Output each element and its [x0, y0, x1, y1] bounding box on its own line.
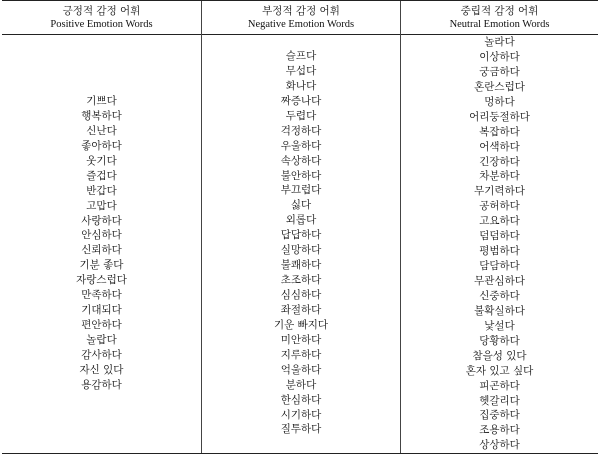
- word-item: 신중하다: [479, 289, 520, 302]
- word-item: 편안하다: [81, 319, 122, 332]
- word-item: 긴장하다: [479, 155, 520, 168]
- word-item: 좋아하다: [81, 139, 122, 152]
- word-item: 공허하다: [479, 200, 520, 213]
- word-item: 낯설다: [484, 319, 515, 332]
- word-item: 사랑하다: [81, 214, 122, 227]
- word-item: 집중하다: [479, 409, 520, 422]
- word-item: 기운 빠지다: [273, 318, 329, 331]
- word-item: 우울하다: [280, 139, 322, 152]
- word-item: 외롭다: [285, 214, 317, 227]
- word-item: 두렵다: [285, 109, 317, 122]
- word-item: 놀랍다: [86, 334, 117, 346]
- word-item: 피곤하다: [479, 379, 520, 392]
- word-item: 용감하다: [81, 378, 122, 391]
- word-item: 지루하다: [280, 348, 322, 361]
- word-item: 신뢰하다: [81, 244, 122, 257]
- word-item: 덤덤하다: [479, 230, 520, 243]
- word-item: 멍하다: [484, 95, 515, 108]
- word-item: 속상하다: [280, 154, 322, 167]
- word-item: 혼란스럽다: [474, 80, 525, 93]
- negative-word-list: [202, 49, 400, 437]
- word-item: 고맙다: [86, 199, 117, 212]
- neutral-word-list: [401, 35, 598, 453]
- positive-column: [2, 1, 202, 453]
- word-item: 자신 있다: [79, 363, 124, 376]
- word-item: 상상하다: [479, 439, 520, 452]
- word-item: 어리둥절하다: [469, 110, 530, 123]
- negative-header: [202, 1, 400, 35]
- word-item: 행복하다: [81, 109, 122, 122]
- neutral-header-ko: 중립적 감정 어휘: [460, 4, 539, 17]
- word-item: 불쾌하다: [280, 259, 322, 272]
- word-item: 즐겁다: [86, 169, 117, 182]
- word-item: 자랑스럽다: [76, 274, 127, 287]
- word-item: 질투하다: [280, 423, 322, 436]
- neutral-header: [401, 1, 598, 35]
- positive-header-en: Positive Emotion Words: [50, 18, 153, 30]
- neutral-header-en: Neutral Emotion Words: [449, 18, 550, 30]
- word-item: 미안하다: [280, 333, 322, 346]
- word-item: 걱정하다: [280, 124, 322, 137]
- word-item: 이상하다: [479, 50, 520, 63]
- word-item: 차분하다: [479, 170, 520, 183]
- word-item: 화나다: [285, 79, 317, 92]
- word-item: 기대되다: [81, 304, 122, 317]
- word-item: 웃기다: [86, 154, 117, 167]
- word-item: 당황하다: [479, 334, 520, 347]
- word-item: 담담하다: [479, 260, 520, 273]
- emotion-words-table: [2, 0, 598, 454]
- positive-word-list: [2, 94, 201, 393]
- word-item: 한심하다: [280, 393, 322, 406]
- word-item: 어색하다: [479, 140, 520, 153]
- word-item: 감사하다: [81, 348, 122, 361]
- word-item: 불안하다: [280, 169, 322, 182]
- word-item: 헷갈리다: [479, 394, 520, 407]
- word-item: 답답하다: [280, 229, 322, 242]
- word-item: 안심하다: [81, 229, 122, 242]
- word-item: 조용하다: [479, 424, 520, 437]
- word-item: 무섭다: [285, 64, 317, 77]
- word-item: 만족하다: [81, 289, 122, 302]
- negative-header-en: Negative Emotion Words: [247, 18, 355, 30]
- word-item: 짜증나다: [280, 94, 322, 107]
- word-item: 혼자 있고 싶다: [465, 364, 534, 377]
- word-item: 무관심하다: [474, 275, 525, 287]
- negative-column: [202, 1, 401, 453]
- word-item: 시기하다: [280, 408, 322, 421]
- word-item: 신난다: [86, 124, 117, 137]
- negative-header-ko: 부정적 감정 어휘: [262, 4, 340, 17]
- positive-header: [2, 1, 201, 35]
- word-item: 불확실하다: [474, 304, 525, 317]
- word-item: 무기력하다: [474, 185, 525, 198]
- word-item: 슬프다: [285, 50, 317, 62]
- word-item: 놀라다: [484, 36, 515, 48]
- word-item: 부끄럽다: [280, 184, 322, 197]
- word-item: 심심하다: [280, 289, 322, 301]
- word-item: 기쁘다: [86, 95, 117, 107]
- neutral-column: [401, 1, 598, 453]
- word-item: 반갑다: [86, 184, 117, 197]
- word-item: 좌절하다: [280, 303, 322, 316]
- word-item: 실망하다: [280, 244, 322, 257]
- word-item: 분하다: [285, 378, 317, 391]
- word-item: 억울하다: [280, 363, 322, 376]
- word-item: 싫다: [290, 199, 312, 212]
- word-item: 참을성 있다: [472, 349, 527, 362]
- word-item: 초조하다: [280, 274, 322, 287]
- positive-header-ko: 긍정적 감정 어휘: [62, 4, 141, 17]
- word-item: 기분 좋다: [79, 259, 124, 272]
- word-item: 평범하다: [479, 245, 520, 258]
- word-item: 복잡하다: [479, 125, 520, 138]
- word-item: 궁금하다: [479, 65, 520, 78]
- word-item: 고요하다: [479, 215, 520, 228]
